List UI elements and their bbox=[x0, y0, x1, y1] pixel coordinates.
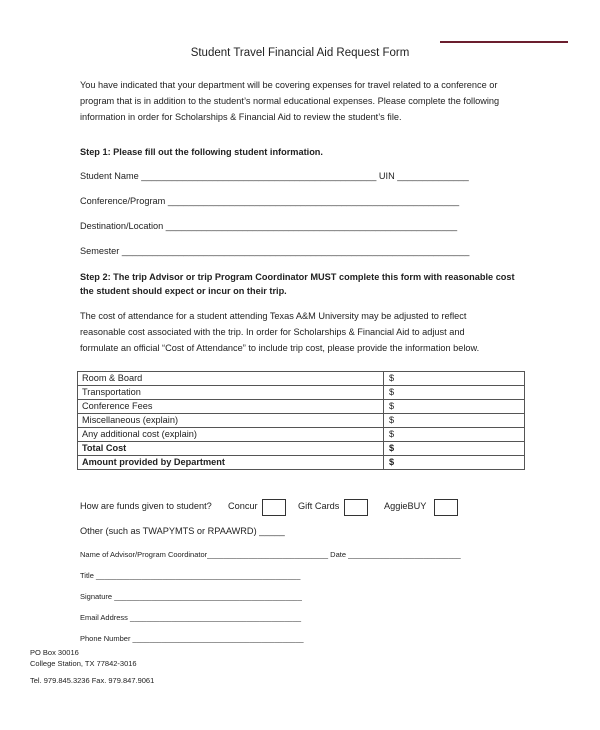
title-field[interactable]: Title _________________________________________________ bbox=[80, 571, 301, 580]
intro-line: program that is in addition to the student’s normal educational expenses. Please complete the following bbox=[80, 96, 500, 106]
intro-line: information in order for Scholarships & Financial Aid to review the student’s file. bbox=[80, 112, 402, 122]
form-title: Student Travel Financial Aid Request Form bbox=[190, 47, 410, 59]
step2-para-line: The cost of attendance for a student attending Texas A&M University may be adjusted to reflect bbox=[80, 311, 467, 321]
cost-amount-cell[interactable]: $ bbox=[384, 456, 525, 470]
giftcards-checkbox[interactable] bbox=[344, 499, 368, 516]
aggiebuy-checkbox[interactable] bbox=[434, 499, 458, 516]
address-city: College Station, TX 77842-3016 bbox=[30, 659, 137, 668]
destination-location-field[interactable]: Destination/Location _________________________________________________________ bbox=[80, 221, 458, 231]
advisor-name-date-field[interactable]: Name of Advisor/Program Coordinator_____________________________ Date ___________________________ bbox=[80, 550, 461, 559]
semester-field[interactable]: Semester ____________________________________________________________________ bbox=[80, 246, 470, 256]
cost-row bbox=[78, 372, 525, 386]
cost-amount-cell[interactable]: $ bbox=[384, 428, 525, 442]
signature-field[interactable]: Signature _____________________________________________ bbox=[80, 592, 302, 601]
cost-label: Room & Board bbox=[78, 372, 384, 386]
conference-program-field[interactable]: Conference/Program _________________________________________________________ bbox=[80, 196, 460, 206]
intro-paragraph bbox=[80, 77, 530, 125]
option-giftcards-label: Gift Cards bbox=[298, 501, 340, 511]
cost-label: Total Cost bbox=[78, 442, 384, 456]
step2-paragraph bbox=[80, 308, 530, 356]
funds-question: How are funds given to student? bbox=[80, 501, 212, 511]
cost-row bbox=[78, 400, 525, 414]
option-aggiebuy-label: AggieBUY bbox=[384, 501, 427, 511]
step2-heading bbox=[80, 270, 515, 298]
step2-para-line: formulate an official “Cost of Attendance” to include trip cost, please provide the information below. bbox=[80, 343, 480, 353]
cost-row bbox=[78, 442, 525, 456]
address-phone-fax: Tel. 979.845.3236 Fax. 979.847.9061 bbox=[30, 676, 155, 685]
intro-line: You have indicated that your department will be covering expenses for travel related to a conference or bbox=[80, 80, 498, 90]
cost-label: Amount provided by Department bbox=[78, 456, 384, 470]
address-po-box: PO Box 30016 bbox=[30, 648, 79, 657]
concur-checkbox[interactable] bbox=[262, 499, 286, 516]
step2-line: the student should expect or incur on their trip. bbox=[80, 286, 287, 296]
phone-number-field[interactable]: Phone Number _________________________________________ bbox=[80, 634, 304, 643]
cost-table bbox=[77, 371, 525, 470]
cost-row bbox=[78, 428, 525, 442]
email-address-field[interactable]: Email Address _________________________________________ bbox=[80, 613, 302, 622]
option-concur-label: Concur bbox=[228, 501, 258, 511]
step2-para-line: reasonable cost associated with the trip. In order for Scholarships & Financial Aid to adjust and bbox=[80, 327, 465, 337]
step2-line: Step 2: The trip Advisor or trip Program Coordinator MUST complete this form with reasonable cost bbox=[80, 272, 515, 282]
cost-label: Transportation bbox=[78, 386, 384, 400]
student-name-field[interactable]: Student Name ______________________________________________ UIN ______________ bbox=[80, 171, 469, 181]
cost-row bbox=[78, 386, 525, 400]
step1-heading: Step 1: Please fill out the following student information. bbox=[80, 147, 323, 157]
header-accent-line bbox=[440, 41, 568, 43]
cost-label: Miscellaneous (explain) bbox=[78, 414, 384, 428]
cost-label: Conference Fees bbox=[78, 400, 384, 414]
cost-row bbox=[78, 414, 525, 428]
cost-amount-cell[interactable]: $ bbox=[384, 372, 525, 386]
cost-amount-cell[interactable]: $ bbox=[384, 442, 525, 456]
cost-label: Any additional cost (explain) bbox=[78, 428, 384, 442]
cost-row bbox=[78, 456, 525, 470]
other-field[interactable]: Other (such as TWAPYMTS or RPAAWRD) _____ bbox=[80, 526, 285, 536]
cost-amount-cell[interactable]: $ bbox=[384, 414, 525, 428]
cost-amount-cell[interactable]: $ bbox=[384, 400, 525, 414]
cost-amount-cell[interactable]: $ bbox=[384, 386, 525, 400]
